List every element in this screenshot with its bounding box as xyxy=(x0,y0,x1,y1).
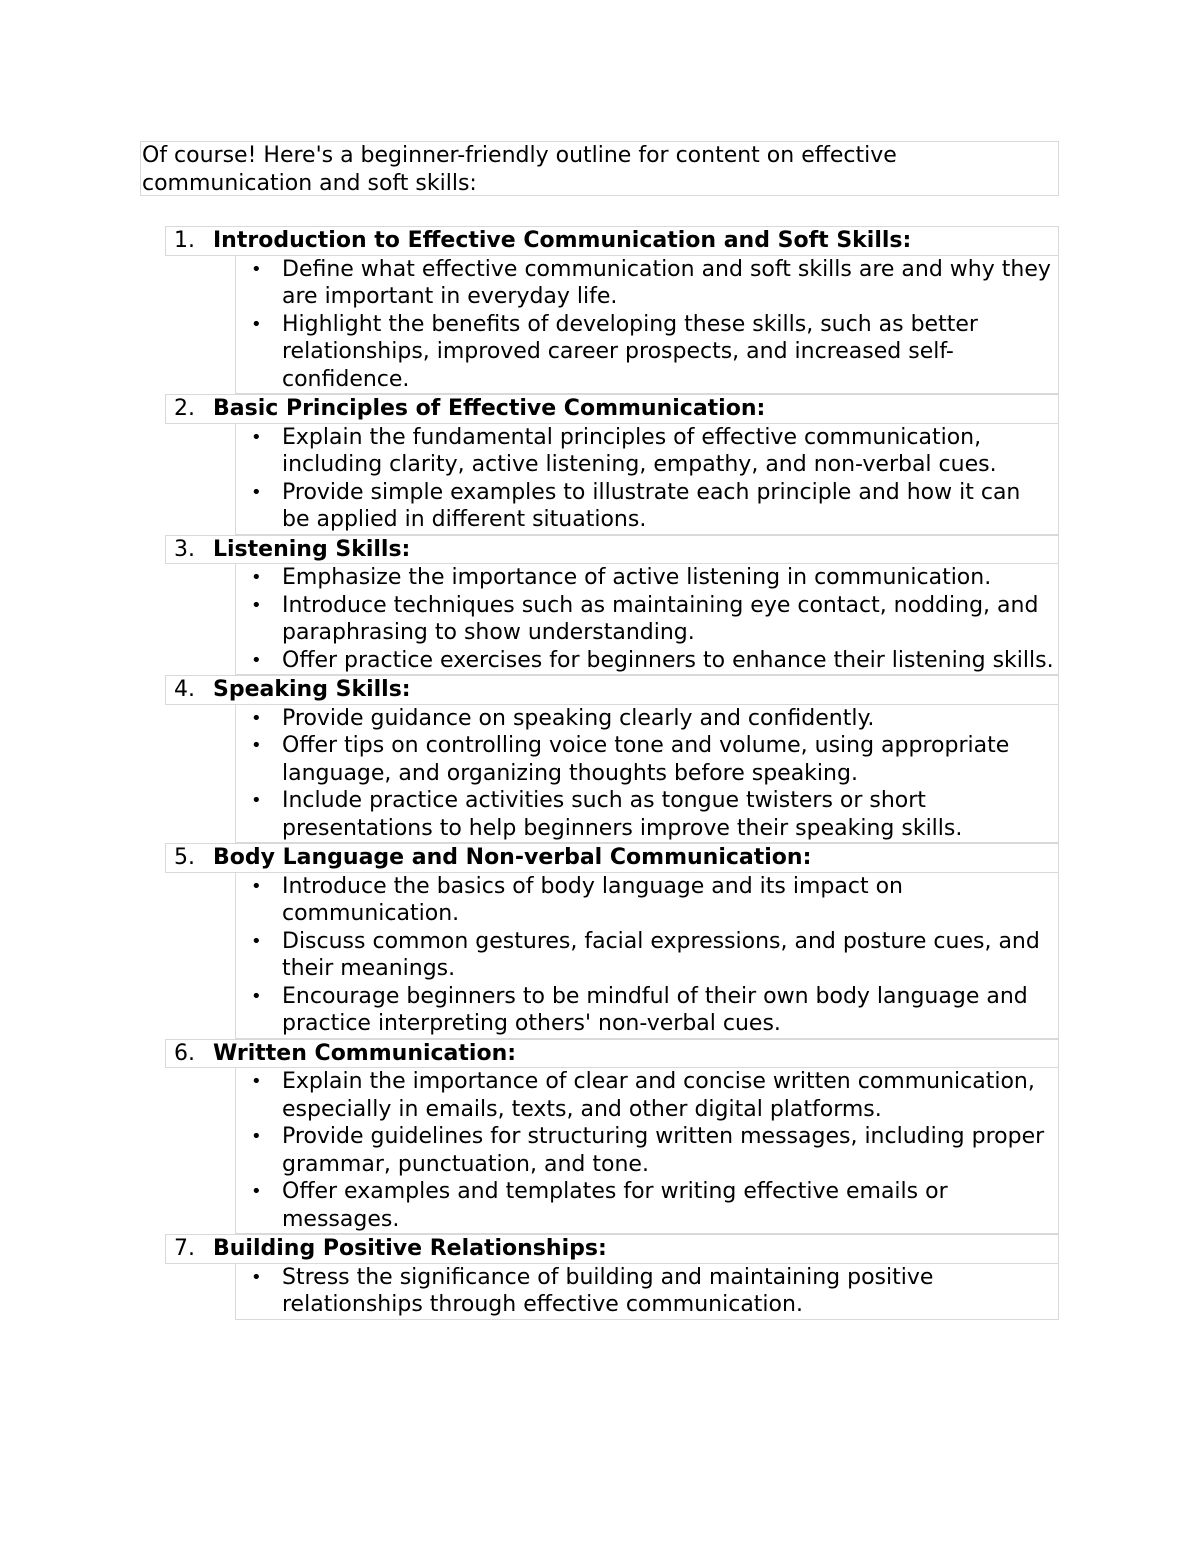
section-number: 5. xyxy=(174,845,195,870)
bullet-text: Offer tips on controlling voice tone and volume, using appropriate language, and organizing thoughts before speaking. xyxy=(282,733,1010,786)
outline-section xyxy=(165,843,1059,1039)
outline-section xyxy=(165,675,1059,843)
bullet-text: Provide guidelines for structuring written messages, including proper grammar, punctuation, and tone. xyxy=(282,1124,1045,1177)
list-item xyxy=(236,983,1058,1038)
bullet-icon: • xyxy=(251,735,262,756)
section-title: Basic Principles of Effective Communication: xyxy=(213,396,766,421)
bullet-text: Discuss common gestures, facial expressions, and posture cues, and their meanings. xyxy=(282,928,1040,981)
list-item xyxy=(236,705,1058,733)
bullet-list xyxy=(235,1264,1059,1320)
outline-section xyxy=(165,394,1059,535)
bullet-icon: • xyxy=(251,1071,262,1092)
section-number: 7. xyxy=(174,1236,195,1261)
outline-section xyxy=(165,1039,1059,1235)
bullet-icon: • xyxy=(251,567,262,588)
section-heading xyxy=(165,843,1059,873)
list-item xyxy=(236,424,1058,479)
section-title: Listening Skills: xyxy=(213,536,411,562)
bullet-icon: • xyxy=(251,481,262,503)
bullet-icon: • xyxy=(251,985,262,1007)
bullet-text: Highlight the benefits of developing these skills, such as better relationships, improved career prospects, and increased self-confidence. xyxy=(282,311,978,392)
section-number: 4. xyxy=(174,677,195,702)
bullet-icon: • xyxy=(251,875,262,897)
section-number: 6. xyxy=(174,1040,195,1066)
outline-section xyxy=(165,535,1059,676)
list-item xyxy=(236,928,1058,983)
bullet-text: Explain the importance of clear and concise written communication, especially in emails, texts, and other digital platforms. xyxy=(282,1069,1035,1122)
bullet-icon: • xyxy=(251,707,262,729)
bullet-text: Explain the fundamental principles of effective communication, including clarity, active listening, empathy, and non-verbal cues. xyxy=(282,424,997,477)
bullet-text: Encourage beginners to be mindful of their own body language and practice interpreting others' non-verbal cues. xyxy=(282,983,1028,1036)
section-heading xyxy=(165,675,1059,705)
bullet-list xyxy=(235,873,1059,1039)
bullet-list xyxy=(235,705,1059,844)
list-item xyxy=(236,1264,1058,1319)
bullet-icon: • xyxy=(251,649,262,671)
outline-section xyxy=(165,1234,1059,1320)
bullet-icon: • xyxy=(251,1181,262,1202)
bullet-icon: • xyxy=(251,1126,262,1147)
list-item xyxy=(236,564,1058,592)
list-item xyxy=(236,1068,1058,1123)
bullet-text: Offer examples and templates for writing effective emails or messages. xyxy=(282,1179,948,1232)
bullet-icon: • xyxy=(251,1266,262,1288)
bullet-list xyxy=(235,424,1059,535)
bullet-text: Introduce the basics of body language and its impact on communication. xyxy=(282,873,903,926)
bullet-icon: • xyxy=(251,426,262,448)
section-title: Introduction to Effective Communication and Soft Skills: xyxy=(213,228,912,253)
bullet-list xyxy=(235,564,1059,675)
bullet-text: Include practice activities such as tongue twisters or short presentations to help beginners improve their speaking skills. xyxy=(282,788,963,841)
list-item xyxy=(236,592,1058,647)
bullet-text: Provide simple examples to illustrate each principle and how it can be applied in different situations. xyxy=(282,479,1021,532)
section-title: Building Positive Relationships: xyxy=(213,1236,607,1261)
bullet-icon: • xyxy=(251,930,262,952)
section-number: 3. xyxy=(174,536,195,562)
bullet-icon: • xyxy=(251,790,262,811)
outline-section xyxy=(165,226,1059,394)
bullet-icon: • xyxy=(251,594,262,616)
list-item xyxy=(236,647,1058,675)
bullet-list xyxy=(235,256,1059,395)
list-item xyxy=(236,311,1058,394)
bullet-list xyxy=(235,1068,1059,1234)
section-title: Body Language and Non-verbal Communication: xyxy=(213,845,812,870)
list-item xyxy=(236,732,1058,787)
intro-paragraph: Of course! Here's a beginner-friendly outline for content on effective communication and soft skills: xyxy=(140,141,1059,196)
bullet-icon: • xyxy=(251,258,262,280)
outline-list xyxy=(165,226,1059,1320)
list-item xyxy=(236,256,1058,311)
bullet-text: Emphasize the importance of active listening in communication. xyxy=(282,565,992,590)
bullet-text: Stress the significance of building and maintaining positive relationships through effective communication. xyxy=(282,1264,934,1317)
bullet-icon: • xyxy=(251,313,262,335)
section-heading xyxy=(165,226,1059,256)
section-heading xyxy=(165,394,1059,424)
section-title: Speaking Skills: xyxy=(213,677,411,702)
list-item xyxy=(236,873,1058,928)
section-title: Written Communication: xyxy=(213,1040,517,1066)
bullet-text: Introduce techniques such as maintaining eye contact, nodding, and paraphrasing to show understanding. xyxy=(282,592,1039,645)
list-item xyxy=(236,787,1058,842)
section-number: 2. xyxy=(174,396,195,421)
section-number: 1. xyxy=(174,228,195,253)
bullet-text: Provide guidance on speaking clearly and confidently. xyxy=(282,705,875,731)
section-heading xyxy=(165,1039,1059,1069)
bullet-text: Offer practice exercises for beginners to enhance their listening skills. xyxy=(282,647,1054,673)
list-item xyxy=(236,1123,1058,1178)
bullet-text: Define what effective communication and soft skills are and why they are important in everyday life. xyxy=(282,256,1051,309)
section-heading xyxy=(165,1234,1059,1264)
section-heading xyxy=(165,535,1059,565)
list-item xyxy=(236,1178,1058,1233)
list-item xyxy=(236,479,1058,534)
